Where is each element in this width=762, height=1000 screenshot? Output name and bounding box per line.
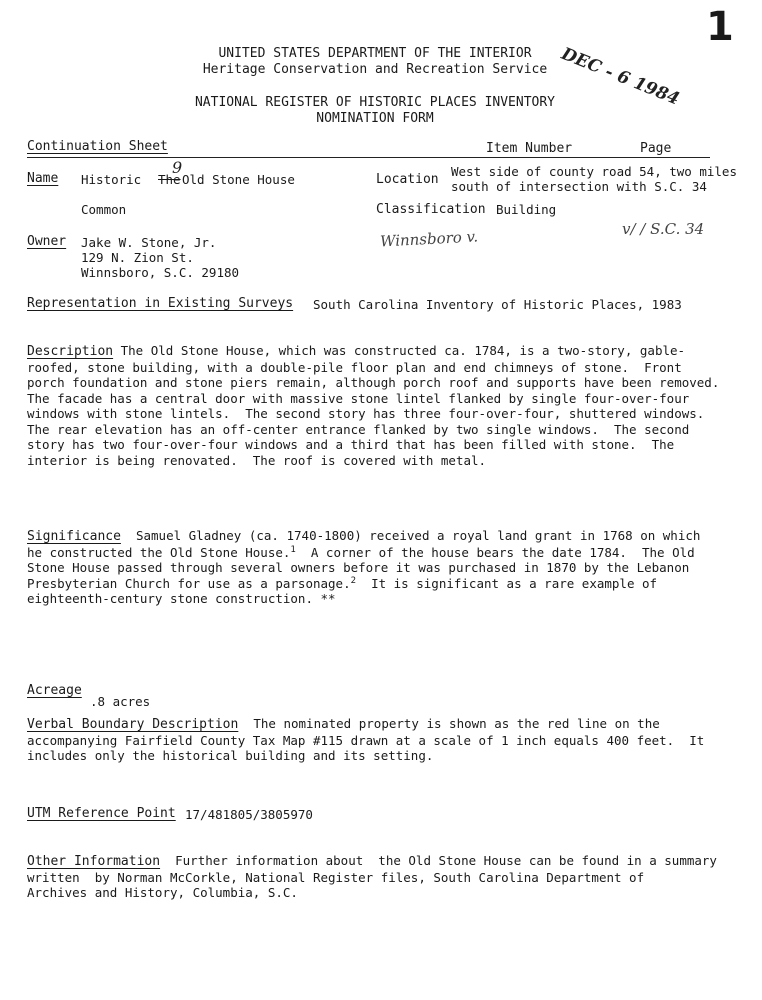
significance-line: Presbyterian Church for use as a parsonage.: [27, 575, 351, 591]
owner-label: Owner: [27, 234, 67, 249]
owner-line1: Jake W. Stone, Jr.: [81, 235, 217, 250]
significance-line: Stone House passed through several owners before it was purchased in 1870 by the Lebanon: [27, 560, 690, 575]
footnote-marker: 1: [290, 544, 296, 555]
significance-line: It is significant as a rare example of: [356, 575, 658, 591]
header-register: NATIONAL REGISTER OF HISTORIC PLACES INVENTORY: [194, 95, 556, 110]
classification-label: Classification: [376, 202, 486, 217]
description-line: interior is being renovated. The roof is covered with metal.: [27, 452, 487, 468]
description-block: [27, 343, 719, 468]
description-line: The facade has a central door with massive stone lintel flanked by single four-over-four: [27, 390, 690, 406]
significance-line: he constructed the Old Stone House.: [27, 544, 291, 560]
item-number-label: Item Number: [486, 141, 573, 156]
boundary-line: The nominated property is shown as the red line on the: [238, 716, 660, 731]
common-label: Common: [81, 202, 127, 217]
handwritten-note-right: v/ / S.C. 34: [622, 220, 705, 238]
footnote-marker: 2: [350, 575, 357, 586]
classification-value: Building: [496, 202, 557, 217]
description-line: The Old Stone House, which was constructed ca. 1784, is a two-story, gable-: [113, 343, 686, 358]
location-line1: West side of county road 54, two miles: [451, 164, 737, 179]
header-agency: UNITED STATES DEPARTMENT OF THE INTERIOR: [218, 46, 532, 61]
description-line: porch foundation and stone piers remain, although porch roof and supports have been removed.: [27, 375, 720, 390]
boundary-label: Verbal Boundary Description: [27, 717, 239, 732]
utm-label: UTM Reference Point: [27, 806, 176, 821]
other-info-label: Other Information: [27, 854, 161, 869]
significance-line: eighteenth-century stone construction. **: [27, 591, 336, 606]
owner-line3: Winnsboro, S.C. 29180: [81, 265, 240, 280]
description-label: Description: [27, 344, 114, 359]
description-line: The rear elevation has an off-center entrance flanked by two single windows. The second: [27, 421, 690, 437]
significance-line: A corner of the house bears the date 1784. The Old: [295, 544, 695, 560]
description-line: story has two four-over-four windows and a third that has been filled with stone. The: [27, 437, 675, 452]
surveys-label: Representation in Existing Surveys: [27, 296, 294, 311]
significance-label: Significance: [27, 529, 121, 544]
location-label: Location: [376, 172, 439, 187]
received-date-stamp: DEC - 6 1984: [558, 44, 683, 110]
other-info-line: Further information about the Old Stone House can be found in a summary: [160, 853, 717, 868]
handwritten-insert-mark: 9: [172, 158, 183, 177]
other-info-line: Archives and History, Columbia, S.C.: [27, 885, 298, 900]
acreage-value: .8 acres: [90, 694, 151, 709]
historic-name-value: Old Stone House: [182, 172, 295, 187]
description-line: roofed, stone building, with a double-pile floor plan and end chimneys of stone. Front: [27, 359, 682, 375]
boundary-line: accompanying Fairfield County Tax Map #115 drawn at a scale of 1 inch equals 400 feet. It: [27, 732, 705, 748]
handwritten-note-left: Winnsboro v.: [379, 227, 479, 251]
other-info-block: [27, 853, 717, 901]
continuation-sheet-label: Continuation Sheet: [27, 139, 168, 154]
description-line: windows with stone lintels. The second story has three four-over-four, shuttered windows.: [27, 406, 705, 421]
historic-struck-word: The: [158, 172, 181, 187]
location-line2: south of intersection with S.C. 34: [451, 179, 707, 194]
historic-label: Historic: [81, 172, 142, 187]
page-number: 1: [706, 4, 734, 50]
significance-line: Samuel Gladney (ca. 1740-1800) received a royal land grant in 1768 on which: [120, 528, 701, 543]
name-label: Name: [27, 171, 59, 186]
sheet-bar-rule: [27, 157, 710, 158]
owner-line2: 129 N. Zion St.: [81, 250, 194, 265]
other-info-line: written by Norman McCorkle, National Register files, South Carolina Department of: [27, 869, 645, 885]
boundary-line: includes only the historical building and its setting.: [27, 748, 434, 763]
page-label: Page: [640, 141, 672, 156]
header-form: NOMINATION FORM: [316, 111, 434, 126]
boundary-block: [27, 716, 704, 764]
header-service: Heritage Conservation and Recreation Service: [202, 62, 548, 77]
surveys-value: South Carolina Inventory of Historic Places, 1983: [313, 297, 682, 312]
significance-block: [27, 528, 700, 607]
acreage-label: Acreage: [27, 683, 82, 698]
utm-value: 17/481805/3805970: [185, 807, 313, 822]
